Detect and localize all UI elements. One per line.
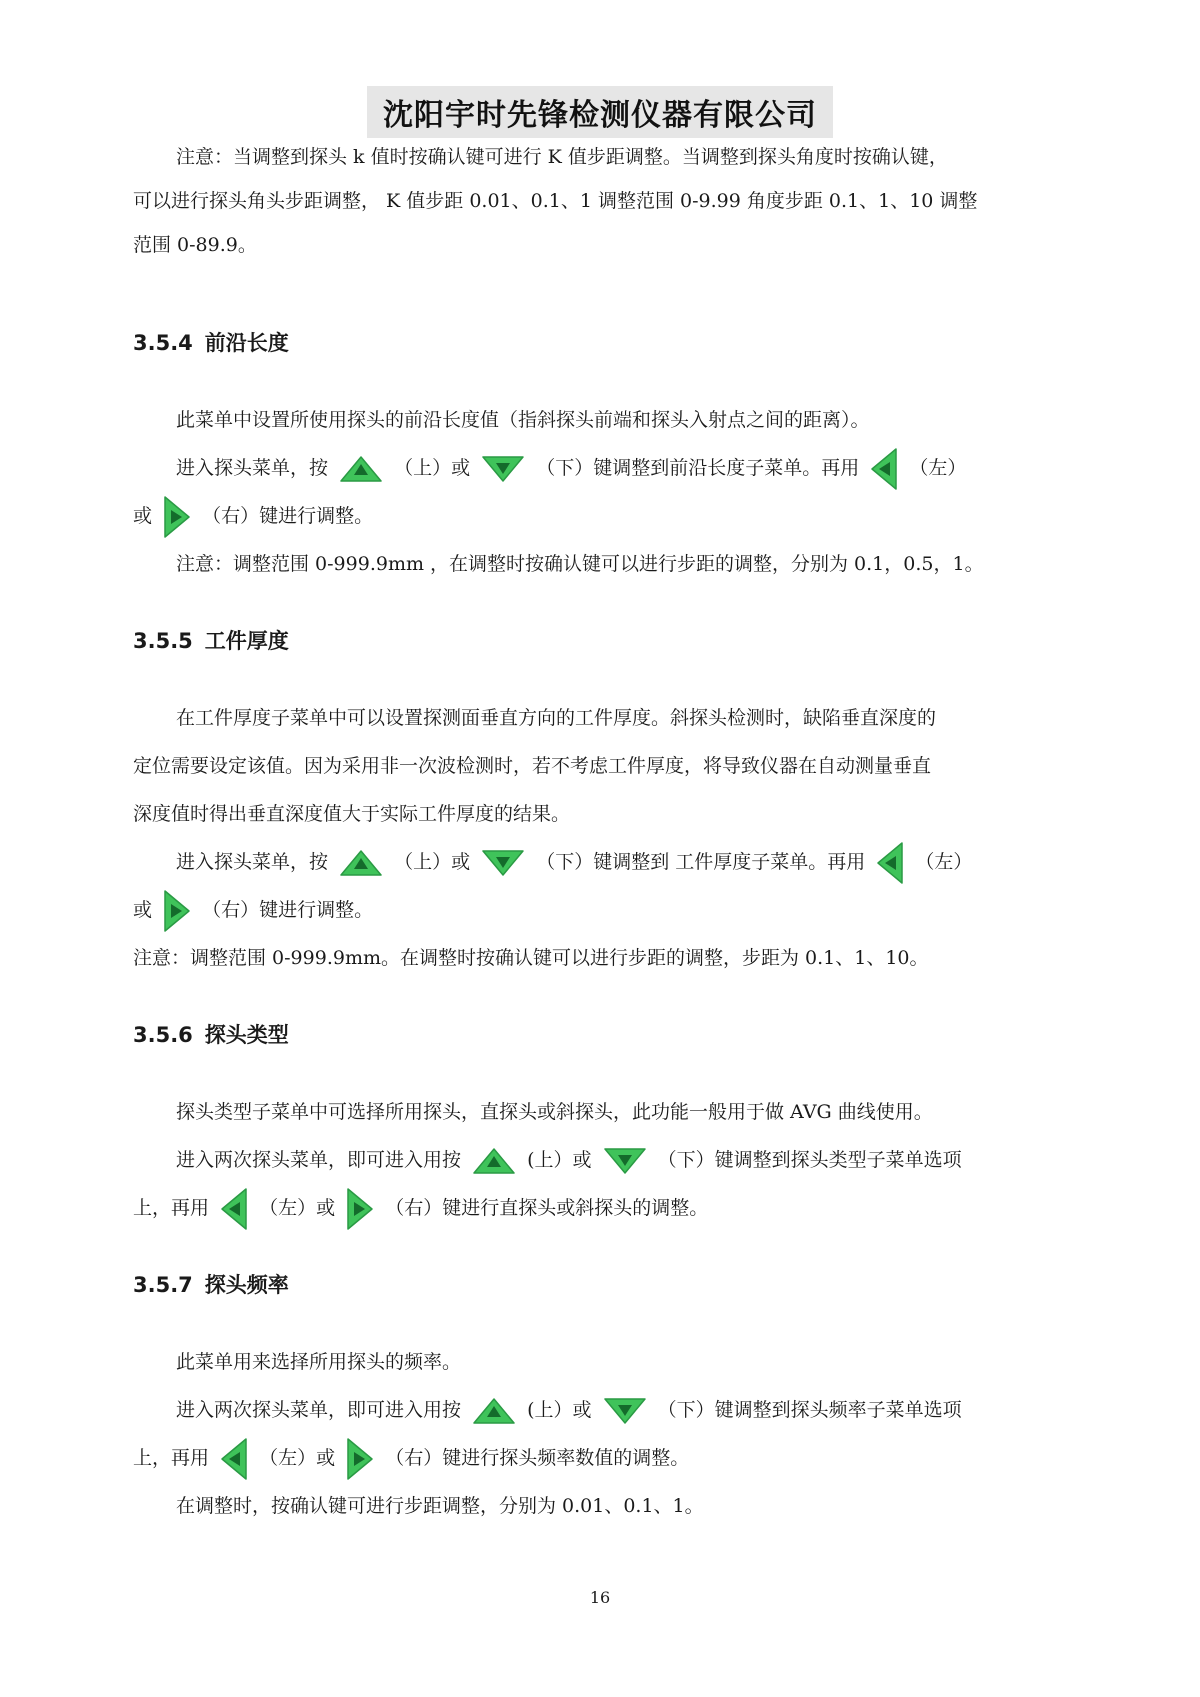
down-arrow-key-icon bbox=[602, 1146, 648, 1176]
text-span: （左）或 bbox=[259, 1197, 336, 1219]
paragraph-line bbox=[176, 838, 1073, 886]
paragraph-line: 此菜单中设置所使用探头的前沿长度值（指斜探头前端和探头入射点之间的距离）。 bbox=[176, 409, 870, 431]
text-span: 上，再用 bbox=[133, 1447, 210, 1469]
section-heading-3-5-7 bbox=[133, 1265, 289, 1305]
text-span: 上，再用 bbox=[133, 1197, 210, 1219]
paragraph-line bbox=[176, 444, 1073, 492]
left-arrow-key-icon bbox=[219, 1436, 249, 1482]
section-title: 工件厚度 bbox=[204, 629, 289, 653]
paragraph-line bbox=[133, 1434, 1073, 1482]
text-span: （下）键调整到前沿长度子菜单。再用 bbox=[536, 457, 860, 479]
section-number: 3.5.6 bbox=[133, 1023, 193, 1047]
text-span: （右）键进行探头频率数值的调整。 bbox=[385, 1447, 690, 1469]
text-span: （右）键进行调整。 bbox=[202, 505, 374, 527]
up-arrow-key-icon bbox=[471, 1396, 517, 1426]
section-number: 3.5.7 bbox=[133, 1273, 193, 1297]
paragraph-line bbox=[133, 1184, 1073, 1232]
text-span: 进入两次探头菜单，即可进入用按 bbox=[176, 1149, 462, 1171]
paragraph-line: 在工件厚度子菜单中可以设置探测面垂直方向的工件厚度。斜探头检测时，缺陷垂直深度的 bbox=[176, 707, 937, 729]
paragraph-line bbox=[133, 492, 1073, 540]
text-span: (上）或 bbox=[527, 1399, 592, 1421]
text-span: 进入两次探头菜单，即可进入用按 bbox=[176, 1399, 462, 1421]
down-arrow-key-icon bbox=[602, 1396, 648, 1426]
text-span: 进入探头菜单，按 bbox=[176, 457, 329, 479]
left-arrow-key-icon bbox=[869, 446, 899, 492]
note-line: 注意：调整范围 0-999.9mm ，在调整时按确认键可以进行步距的调整，分别为 0.1，0.5，1。 bbox=[176, 553, 984, 575]
text-span: （右）键进行调整。 bbox=[202, 899, 374, 921]
right-arrow-key-icon bbox=[162, 888, 192, 934]
paragraph-line bbox=[133, 886, 1073, 934]
intro-line: 可以进行探头角头步距调整， K 值步距 0.01、0.1、1 调整范围 0-9.99 角度步距 0.1、1、10 调整 bbox=[133, 190, 978, 212]
intro-line: 范围 0-89.9。 bbox=[133, 234, 257, 256]
left-arrow-key-icon bbox=[875, 840, 905, 886]
section-title: 探头频率 bbox=[204, 1273, 289, 1297]
paragraph-line: 此菜单用来选择所用探头的频率。 bbox=[176, 1351, 462, 1373]
note-line: 注意：调整范围 0-999.9mm。在调整时按确认键可以进行步距的调整，步距为 0.1、1、10。 bbox=[133, 947, 929, 969]
section-number: 3.5.5 bbox=[133, 629, 193, 653]
section-title: 探头类型 bbox=[204, 1023, 289, 1047]
text-span: 或 bbox=[133, 505, 153, 527]
up-arrow-key-icon bbox=[338, 848, 384, 878]
text-span: （上）或 bbox=[394, 851, 471, 873]
paragraph-line: 定位需要设定该值。因为采用非一次波检测时，若不考虑工件厚度，将导致仪器在自动测量垂直 bbox=[133, 755, 932, 777]
left-arrow-key-icon bbox=[219, 1186, 249, 1232]
section-number: 3.5.4 bbox=[133, 331, 193, 355]
page-header bbox=[0, 86, 1200, 138]
text-span: （左） bbox=[915, 851, 973, 873]
down-arrow-key-icon bbox=[480, 848, 526, 878]
text-span: （下）键调整到 工件厚度子菜单。再用 bbox=[536, 851, 866, 873]
right-arrow-key-icon bbox=[345, 1436, 375, 1482]
text-span: （左）或 bbox=[259, 1447, 336, 1469]
text-span: 或 bbox=[133, 899, 153, 921]
right-arrow-key-icon bbox=[345, 1186, 375, 1232]
down-arrow-key-icon bbox=[480, 454, 526, 484]
section-heading-3-5-6 bbox=[133, 1015, 289, 1055]
page-number: 16 bbox=[589, 1588, 611, 1607]
up-arrow-key-icon bbox=[338, 454, 384, 484]
text-span: 进入探头菜单，按 bbox=[176, 851, 329, 873]
text-span: （左） bbox=[909, 457, 967, 479]
text-span: （下）键调整到探头频率子菜单选项 bbox=[657, 1399, 962, 1421]
paragraph-line bbox=[176, 1386, 1073, 1434]
paragraph-line: 深度值时得出垂直深度值大于实际工件厚度的结果。 bbox=[133, 803, 571, 825]
paragraph-line: 在调整时，按确认键可进行步距调整，分别为 0.01、0.1、1。 bbox=[176, 1495, 704, 1517]
paragraph-line: 探头类型子菜单中可选择所用探头，直探头或斜探头，此功能一般用于做 AVG 曲线使用。 bbox=[176, 1101, 933, 1123]
text-span: （右）键进行直探头或斜探头的调整。 bbox=[385, 1197, 709, 1219]
company-name: 沈阳宇时先锋检测仪器有限公司 bbox=[367, 86, 833, 138]
section-heading-3-5-4 bbox=[133, 323, 289, 363]
up-arrow-key-icon bbox=[471, 1146, 517, 1176]
intro-line: 注意：当调整到探头 k 值时按确认键可进行 K 值步距调整。当调整到探头角度时按确认键， bbox=[176, 146, 948, 168]
section-heading-3-5-5 bbox=[133, 621, 289, 661]
section-title: 前沿长度 bbox=[204, 331, 289, 355]
right-arrow-key-icon bbox=[162, 494, 192, 540]
text-span: (上）或 bbox=[527, 1149, 592, 1171]
text-span: （上）或 bbox=[394, 457, 471, 479]
text-span: （下）键调整到探头类型子菜单选项 bbox=[657, 1149, 962, 1171]
paragraph-line bbox=[176, 1136, 1073, 1184]
